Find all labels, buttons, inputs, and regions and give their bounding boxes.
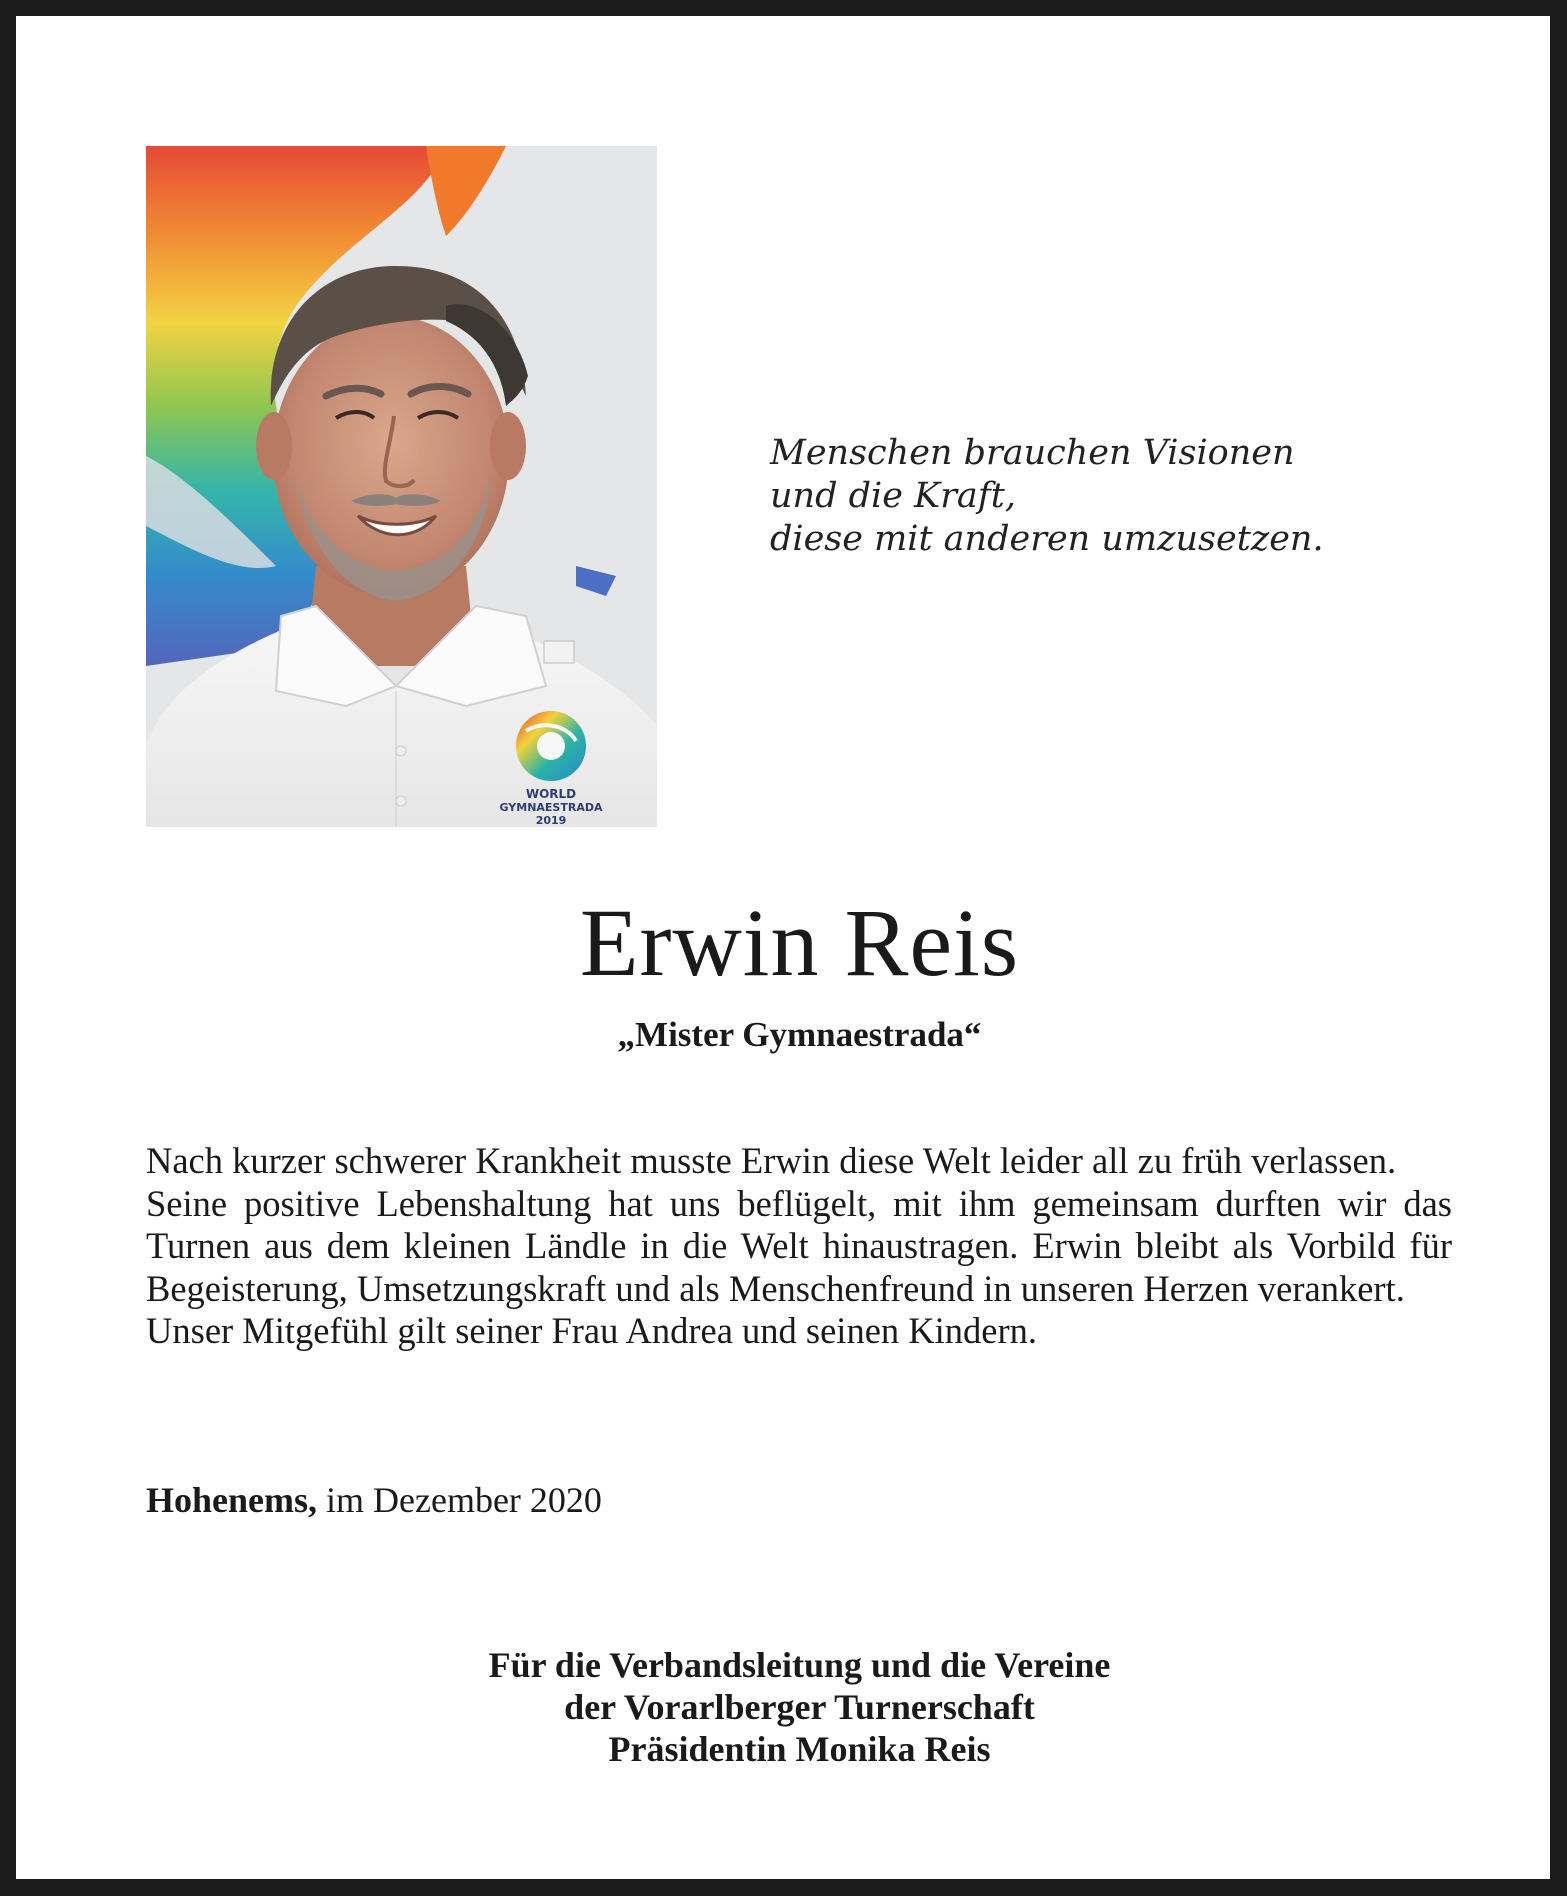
body-paragraph: Unser Mitgefühl gilt seiner Frau Andrea und seinen Kindern. (146, 1310, 1038, 1351)
place-date (146, 1478, 602, 1522)
svg-text:2019: 2019 (535, 814, 567, 827)
deceased-name: Erwin Reis (579, 889, 1020, 996)
signature-line: Für die Verbandsleitung und die Vereine (488, 1645, 1111, 1685)
body-paragraph: Seine positive Lebenshaltung hat uns beflügelt, mit ihm gemeinsam durften wir das Turnen aus dem kleinen Ländle in die Welt hinaustragen. Erwin bleibt als Vorbild für Begeisterung, Umsetzungskraft und als Menschenfreund in unseren Herzen verankert. (146, 1182, 1452, 1309)
body-paragraph: Nach kurzer schwerer Krankheit musste Erwin diese Welt leider all zu früh verlassen. (146, 1140, 1397, 1181)
place: Hohenems, (146, 1480, 317, 1520)
gymnaestrada-logo (516, 711, 586, 781)
svg-text:WORLD: WORLD (525, 787, 577, 801)
motto-line: Menschen brauchen Visionen (770, 433, 1295, 473)
signature-line: der Vorarlberger Turnerschaft (564, 1687, 1035, 1727)
svg-text:GYMNAESTRADA: GYMNAESTRADA (499, 801, 603, 814)
motto-line: diese mit anderen umzusetzen. (770, 519, 1324, 559)
motto-quote (770, 432, 1324, 561)
motto-line: und die Kraft, (770, 476, 1016, 516)
signature-block (16, 1644, 1567, 1770)
portrait-photo (146, 146, 657, 827)
deceased-nickname: „Mister Gymnaestrada“ (617, 1015, 982, 1054)
obituary-body (146, 1140, 1452, 1353)
date: im Dezember 2020 (326, 1480, 602, 1520)
signature-line: Präsidentin Monika Reis (608, 1729, 991, 1769)
